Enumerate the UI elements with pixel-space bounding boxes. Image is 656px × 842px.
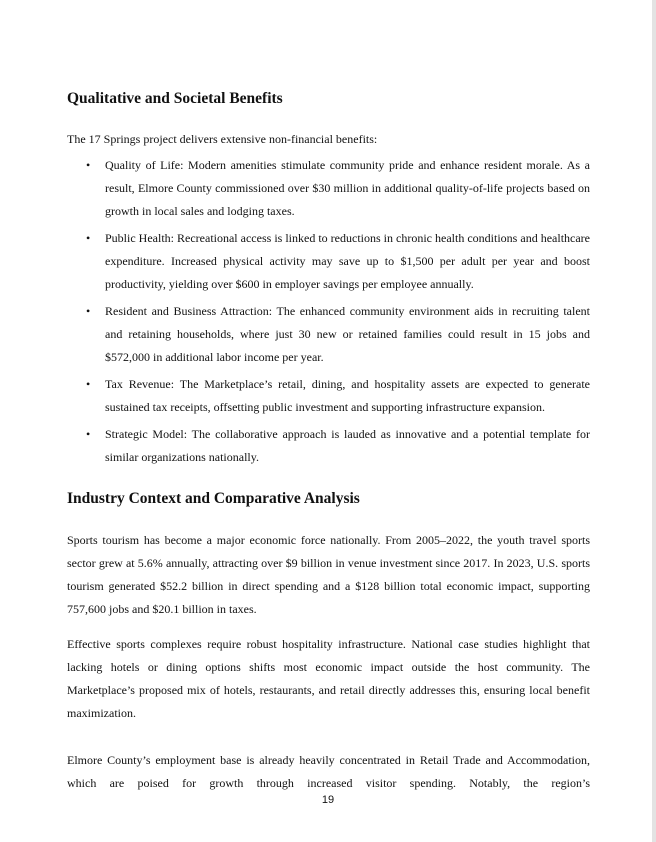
section-heading: Qualitative and Societal Benefits — [67, 90, 283, 107]
paragraph-employment — [67, 749, 590, 795]
benefits-list — [67, 154, 590, 469]
list-item-text: Public Health: Recreational access is linked to reductions in chronic health conditions and healthcare expenditure. Increased physical activity may save up to $1,500 per adult per year and boost productivity, yielding over $600 in employer savings per employee annually. — [105, 231, 590, 291]
body-paragraph: Effective sports complexes require robust hospitality infrastructure. National case studies highlight that lacking hotels or dining options shifts most economic impact outside the host community. The Marketplace’s proposed mix of hotels, restaurants, and retail directly addresses this, ensuring local benefit maximization. — [67, 637, 590, 720]
intro-paragraph: The 17 Springs project delivers extensive non-financial benefits: — [67, 132, 378, 146]
list-item — [67, 373, 590, 419]
list-item-text: Strategic Model: The collaborative approach is lauded as innovative and a potential template for similar organizations nationally. — [105, 427, 590, 464]
body-paragraph: Sports tourism has become a major economic force nationally. From 2005–2022, the youth travel sports sector grew at 5.6% annually, attracting over $9 billion in venue investment since 2017. In 2023, U.S. sports tourism generated $52.2 billion in direct spending and a $128 billion total economic impact, supporting 757,600 jobs and $20.1 billion in taxes. — [67, 533, 590, 616]
bullet-icon: • — [86, 304, 91, 318]
bullet-icon: • — [86, 158, 91, 172]
section-industry-context — [67, 489, 590, 509]
paragraph-hospitality — [67, 633, 590, 725]
list-item — [67, 227, 590, 296]
list-item-text: Resident and Business Attraction: The enhanced community environment aids in recruiting talent and retaining households, where just 30 new or retained families could result in 15 jobs and $572,000 in additional labor income per year. — [105, 304, 590, 364]
list-item-text: Quality of Life: Modern amenities stimulate community pride and enhance resident morale. As a result, Elmore County commissioned over $30 million in additional quality-of-life projects based on growth in local sales and lodging taxes. — [105, 158, 590, 218]
body-paragraph: Elmore County’s employment base is already heavily concentrated in Retail Trade and Accommodation, which are poised for growth through increased visitor spending. Notably, the region’s — [67, 753, 590, 790]
section-intro — [67, 128, 590, 151]
list-item — [67, 423, 590, 469]
bullet-icon: • — [86, 427, 91, 441]
list-item — [67, 154, 590, 223]
scrollbar-track[interactable] — [652, 0, 656, 842]
list-item — [67, 300, 590, 369]
section-qualitative-benefits — [67, 89, 590, 109]
bullet-icon: • — [86, 377, 91, 391]
page-number: 19 — [321, 794, 335, 806]
section-heading: Industry Context and Comparative Analysis — [67, 490, 360, 507]
paragraph-sports-tourism — [67, 529, 590, 621]
list-item-text: Tax Revenue: The Marketplace’s retail, dining, and hospitality assets are expected to generate sustained tax receipts, offsetting public investment and supporting infrastructure expansion. — [105, 377, 590, 414]
bullet-icon: • — [86, 231, 91, 245]
